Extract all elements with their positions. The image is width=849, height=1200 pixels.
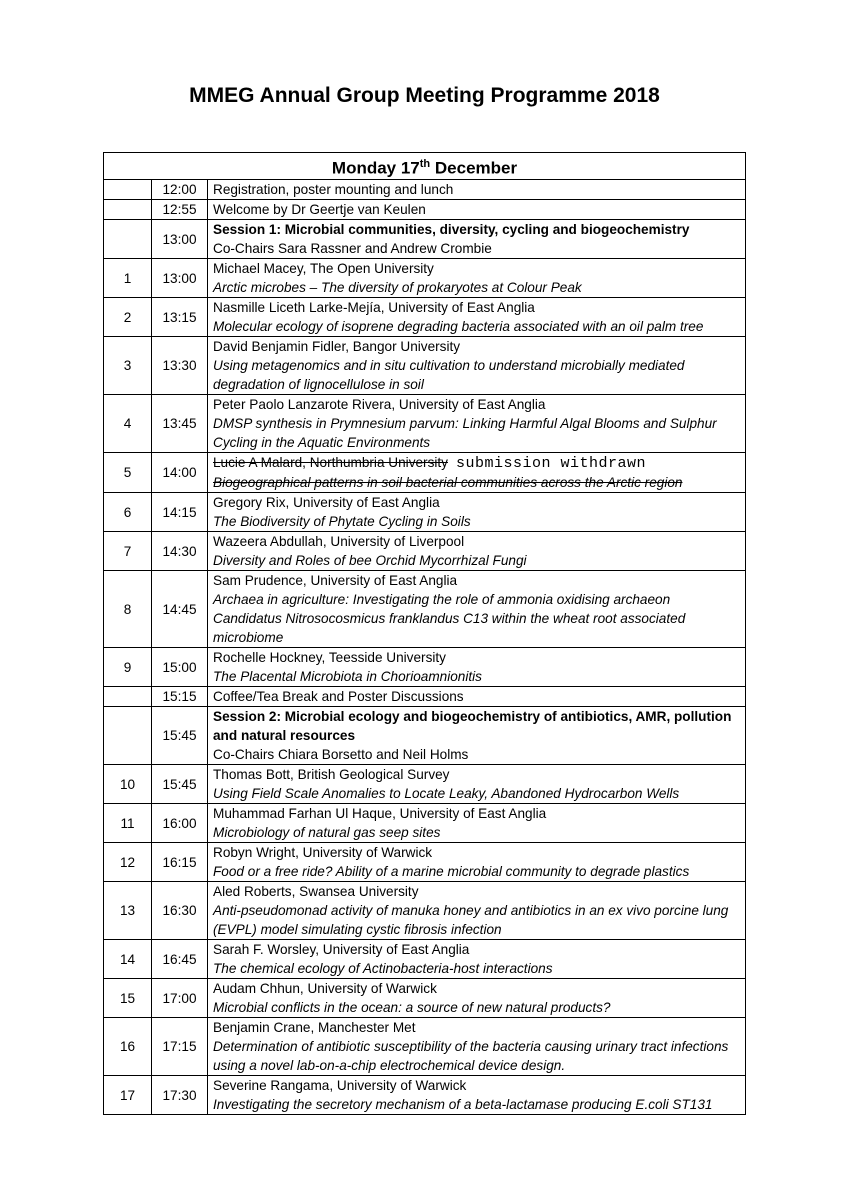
programme-row [104,979,746,1018]
speaker-name: Lucie A Malard, Northumbria University [213,455,448,470]
speaker-line [213,453,740,473]
description-cell [208,298,746,337]
talk-number: 14 [104,940,152,979]
time-slot: 14:15 [152,493,208,532]
talk-title: DMSP synthesis in Prymnesium parvum: Linking Harmful Algal Blooms and Sulphur Cycling in the Aquatic Environments [213,416,717,450]
talk-number [104,200,152,220]
day-ordinal: th [419,157,431,170]
programme-row [104,571,746,648]
speaker-name: Aled Roberts, Swansea University [213,884,419,899]
talk-title: Microbiology of natural gas seep sites [213,825,441,840]
speaker-name: Sarah F. Worsley, University of East Anglia [213,942,470,957]
description-cell [208,687,746,707]
time-slot: 17:15 [152,1018,208,1076]
description-cell [208,979,746,1018]
description-cell [208,843,746,882]
description-cell [208,804,746,843]
agenda-text: Co-Chairs Chiara Borsetto and Neil Holms [213,747,469,762]
talk-number [104,687,152,707]
talk-title: Using Field Scale Anomalies to Locate Leaky, Abandoned Hydrocarbon Wells [213,786,680,801]
talk-title: Archaea in agriculture: Investigating the role of ammonia oxidising archaeon Candidatus Nitrosocosmicus franklandus C13 within the wheat root associated microbiome [213,592,686,645]
description-cell [208,532,746,571]
talk-title: Diversity and Roles of bee Orchid Mycorrhizal Fungi [213,553,527,568]
speaker-name: Audam Chhun, University of Warwick [213,981,437,996]
description-cell [208,765,746,804]
time-slot: 17:00 [152,979,208,1018]
time-slot: 16:15 [152,843,208,882]
programme-row [104,220,746,259]
time-slot: 14:00 [152,453,208,493]
time-slot: 14:30 [152,532,208,571]
time-slot: 13:30 [152,337,208,395]
time-slot: 13:45 [152,395,208,453]
speaker-name: Severine Rangama, University of Warwick [213,1078,467,1093]
talk-number: 4 [104,395,152,453]
talk-title: Microbial conflicts in the ocean: a source of new natural products? [213,1000,611,1015]
programme-row [104,804,746,843]
talk-title: The chemical ecology of Actinobacteria-host interactions [213,961,553,976]
description-cell [208,707,746,765]
time-slot: 12:55 [152,200,208,220]
programme-row [104,532,746,571]
talk-number [104,180,152,200]
description-cell [208,180,746,200]
talk-title: The Biodiversity of Phytate Cycling in Soils [213,514,471,529]
programme-row [104,493,746,532]
speaker-name: Nasmille Liceth Larke-Mejía, University of East Anglia [213,300,535,315]
day-month: December [430,158,518,178]
time-slot: 15:00 [152,648,208,687]
programme-row [104,200,746,220]
time-slot: 16:30 [152,882,208,940]
time-slot: 13:00 [152,259,208,298]
description-cell [208,882,746,940]
speaker-name: Sam Prudence, University of East Anglia [213,573,458,588]
programme-row [104,395,746,453]
description-cell [208,571,746,648]
programme-row [104,843,746,882]
talk-title: Biogeographical patterns in soil bacterial communities across the Arctic region [213,475,683,490]
programme-row [104,1018,746,1076]
time-slot: 14:45 [152,571,208,648]
programme-row [104,180,746,200]
session-title: Session 1: Microbial communities, diversity, cycling and biogeochemistry [213,222,690,237]
description-cell [208,648,746,687]
talk-title: Using metagenomics and in situ cultivation to understand microbially mediated degradation of lignocellulose in soil [213,358,685,392]
talk-number [104,707,152,765]
talk-number: 16 [104,1018,152,1076]
talk-number: 7 [104,532,152,571]
agenda-text: Coffee/Tea Break and Poster Discussions [213,689,464,704]
session-title: Session 2: Microbial ecology and biogeochemistry of antibiotics, AMR, pollution and natural resources [213,709,732,743]
talk-number: 17 [104,1076,152,1115]
time-slot: 17:30 [152,1076,208,1115]
talk-title: Anti-pseudomonad activity of manuka honey and antibiotics in an ex vivo porcine lung (EVPL) model simulating cystic fibrosis infection [213,903,729,937]
speaker-name: Thomas Bott, British Geological Survey [213,767,450,782]
description-cell [208,395,746,453]
speaker-name: Wazeera Abdullah, University of Liverpool [213,534,465,549]
description-cell [208,1076,746,1115]
agenda-text: Co-Chairs Sara Rassner and Andrew Crombie [213,241,492,256]
talk-title: Molecular ecology of isoprene degrading bacteria associated with an oil palm tree [213,319,704,334]
speaker-name: Muhammad Farhan Ul Haque, University of East Anglia [213,806,547,821]
talk-number: 2 [104,298,152,337]
talk-number: 11 [104,804,152,843]
page-title: MMEG Annual Group Meeting Programme 2018 [189,84,660,107]
talk-number: 9 [104,648,152,687]
time-slot: 13:00 [152,220,208,259]
programme-row [104,687,746,707]
description-cell [208,200,746,220]
speaker-name: Peter Paolo Lanzarote Rivera, University of East Anglia [213,397,546,412]
talk-number: 13 [104,882,152,940]
speaker-name: Rochelle Hockney, Teesside University [213,650,446,665]
speaker-name: Robyn Wright, University of Warwick [213,845,433,860]
withdrawn-note: submission withdrawn [455,455,646,472]
talk-title: The Placental Microbiota in Chorioamnionitis [213,669,482,684]
day-header-row [104,153,746,180]
talk-number: 8 [104,571,152,648]
agenda-text: Welcome by Dr Geertje van Keulen [213,202,426,217]
talk-title: Determination of antibiotic susceptibility of the bacteria causing urinary tract infections using a novel lab-on-a-chip electrochemical device design. [213,1039,729,1073]
agenda-text: Registration, poster mounting and lunch [213,182,454,197]
description-cell [208,940,746,979]
programme-row [104,298,746,337]
talk-title: Food or a free ride? Ability of a marine microbial community to degrade plastics [213,864,690,879]
description-cell [208,337,746,395]
day-label: Monday 17 [331,158,420,178]
programme-row [104,765,746,804]
talk-number: 1 [104,259,152,298]
day-header [104,153,746,180]
talk-number [104,220,152,259]
talk-number: 12 [104,843,152,882]
speaker-name: Gregory Rix, University of East Anglia [213,495,440,510]
time-slot: 12:00 [152,180,208,200]
speaker-name: Michael Macey, The Open University [213,261,434,276]
speaker-name: Benjamin Crane, Manchester Met [213,1020,416,1035]
description-cell [208,1018,746,1076]
time-slot: 16:45 [152,940,208,979]
time-slot: 15:45 [152,765,208,804]
programme-row [104,337,746,395]
description-cell [208,493,746,532]
talk-number: 15 [104,979,152,1018]
programme-table [103,152,746,1115]
time-slot: 15:15 [152,687,208,707]
talk-number: 3 [104,337,152,395]
talk-number: 10 [104,765,152,804]
description-cell [208,220,746,259]
programme-row [104,1076,746,1115]
description-cell [208,453,746,493]
time-slot: 16:00 [152,804,208,843]
talk-title: Arctic microbes – The diversity of prokaryotes at Colour Peak [213,280,582,295]
programme-row [104,882,746,940]
time-slot: 13:15 [152,298,208,337]
speaker-name: David Benjamin Fidler, Bangor University [213,339,461,354]
programme-row [104,259,746,298]
programme-row [104,707,746,765]
talk-title: Investigating the secretory mechanism of a beta-lactamase producing E.coli ST131 [213,1097,713,1112]
programme-row [104,940,746,979]
talk-number: 6 [104,493,152,532]
programme-row [104,648,746,687]
time-slot: 15:45 [152,707,208,765]
programme-row [104,453,746,493]
talk-number: 5 [104,453,152,493]
description-cell [208,259,746,298]
